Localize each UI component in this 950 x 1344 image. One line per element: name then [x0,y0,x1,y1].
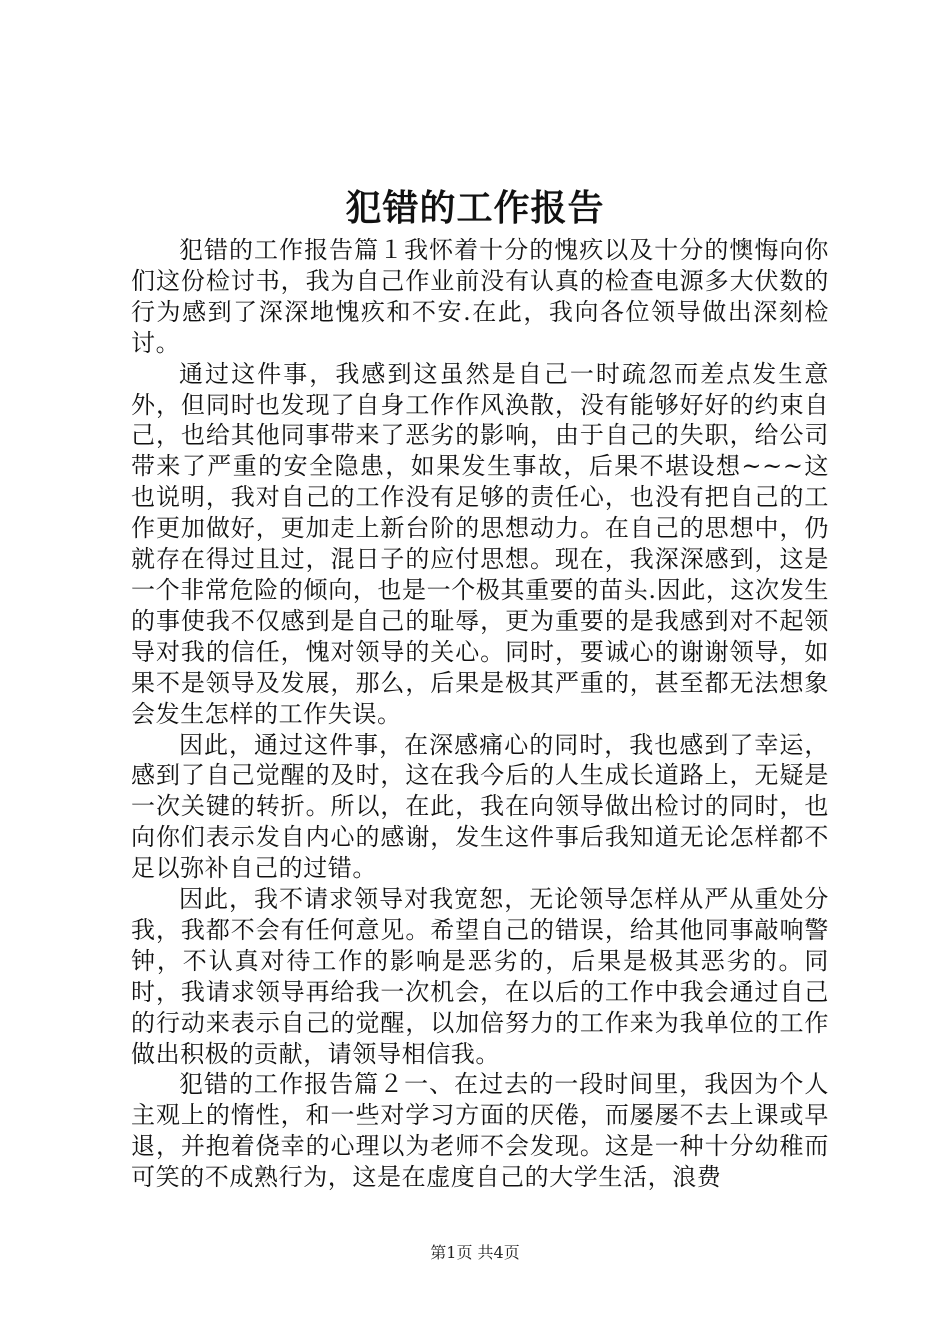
document-title: 犯错的工作报告 [345,187,605,229]
body-paragraph: 因此，通过这件事，在深感痛心的同时，我也感到了幸运，感到了自己觉醒的及时，这在我今后的人生成长道路上，无疑是一次关键的转折。所以，在此，我在向领导做出检讨的同时，也向你们表示发自内心的感谢，发生这件事后我知道无论怎样都不足以弥补自己的过错。 [131,730,829,883]
body-paragraph: 通过这件事，我感到这虽然是自己一时疏忽而差点发生意外，但同时也发现了自身工作作风涣散，没有能够好好的约束自己，也给其他同事带来了恶劣的影响，由于自己的失职，给公司带来了严重的安全隐患，如果发生事故，后果不堪设想~~~这也说明，我对自己的工作没有足够的责任心，也没有把自己的工作更加做好，更加走上新台阶的思想动力。在自己的思想中，仍就存在得过且过，混日子的应付思想。现在，我深深感到，这是一个非常危险的倾向，也是一个极其重要的苗头.因此，这次发生的事使我不仅感到是自己的耻辱，更为重要的是我感到对不起领导对我的信任，愧对领导的关心。同时，要诚心的谢谢领导，如果不是领导及发展，那么，后果是极其严重的，甚至都无法想象会发生怎样的工作失误。 [131,359,829,728]
document-body [131,235,829,1193]
body-paragraph: 犯错的工作报告篇１我怀着十分的愧疚以及十分的懊悔向你们这份检讨书，我为自己作业前没有认真的检查电源多大伏数的行为感到了深深地愧疚和不安.在此，我向各位领导做出深刻检讨。 [131,236,829,357]
body-paragraph: 因此，我不请求领导对我宽恕，无论领导怎样从严从重处分我，我都不会有任何意见。希望自己的错误，给其他同事敲响警钟，不认真对待工作的影响是恶劣的，后果是极其恶劣的。同时，我请求领导再给我一次机会，在以后的工作中我会通过自己的行动来表示自己的觉醒，以加倍努力的工作来为我单位的工作做出积极的贡献，请领导相信我。 [131,885,829,1068]
page-number-footer: 第1页 共4页 [430,1243,520,1262]
body-paragraph: 犯错的工作报告篇２一、在过去的一段时间里，我因为个人主观上的惰性，和一些对学习方面的厌倦，而屡屡不去上课或早退，并抱着侥幸的心理以为老师不会发现。这是一种十分幼稚而可笑的不成熟行为，这是在虚度自己的大学生活，浪费 [131,1070,829,1192]
